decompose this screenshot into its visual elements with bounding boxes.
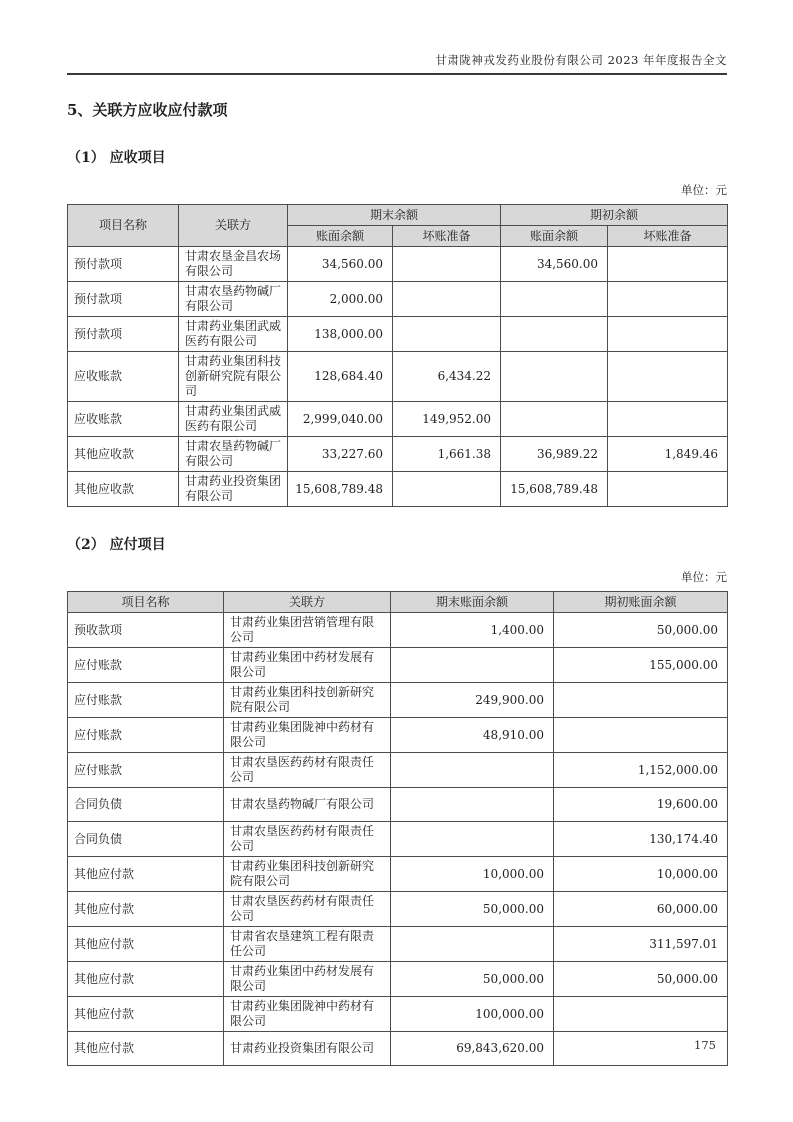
col-header-ending-book-balance: 期末账面余额 (391, 592, 554, 613)
col-header-beginning-book-balance: 期初账面余额 (554, 592, 728, 613)
cell-party: 甘肃农垦药物碱厂有限公司 (179, 282, 288, 317)
cell-item: 应付账款 (68, 753, 224, 788)
cell-item: 预付款项 (68, 317, 179, 352)
cell-end_book: 33,227.60 (288, 437, 393, 472)
page-number: 175 (694, 1038, 716, 1052)
cell-item: 其他应付款 (68, 997, 224, 1032)
col-header-bad-debt-end: 坏账准备 (393, 226, 501, 247)
col-group-ending-balance: 期末余额 (288, 205, 501, 226)
cell-item: 应付账款 (68, 718, 224, 753)
cell-begin (554, 683, 728, 718)
cell-end_book: 138,000.00 (288, 317, 393, 352)
table-row (68, 683, 728, 718)
cell-begin_bad (608, 472, 728, 507)
cell-party: 甘肃药业投资集团有限公司 (224, 1032, 391, 1066)
cell-party: 甘肃药业集团科技创新研究院有限公司 (224, 857, 391, 892)
col-header-item: 项目名称 (68, 592, 224, 613)
cell-end_book: 128,684.40 (288, 352, 393, 402)
cell-end (391, 753, 554, 788)
cell-end_book: 2,999,040.00 (288, 402, 393, 437)
cell-end: 48,910.00 (391, 718, 554, 753)
cell-item: 其他应收款 (68, 472, 179, 507)
cell-item: 预收款项 (68, 613, 224, 648)
payables-table (67, 591, 728, 1066)
receivables-unit-label: 单位：元 (681, 183, 727, 197)
table-row (68, 962, 728, 997)
cell-begin_book: 36,989.22 (501, 437, 608, 472)
table-row (68, 718, 728, 753)
cell-begin_bad (608, 282, 728, 317)
cell-end: 50,000.00 (391, 962, 554, 997)
cell-end: 69,843,620.00 (391, 1032, 554, 1066)
cell-begin (554, 718, 728, 753)
col-header-item: 项目名称 (68, 205, 179, 247)
col-header-book-balance-end: 账面余额 (288, 226, 393, 247)
table-row (68, 613, 728, 648)
cell-begin: 155,000.00 (554, 648, 728, 683)
cell-item: 其他应付款 (68, 857, 224, 892)
cell-begin_book: 34,560.00 (501, 247, 608, 282)
cell-begin: 10,000.00 (554, 857, 728, 892)
cell-party: 甘肃药业集团科技创新研究院有限公司 (179, 352, 288, 402)
cell-item: 应付账款 (68, 648, 224, 683)
table-row (68, 822, 728, 857)
cell-begin: 130,174.40 (554, 822, 728, 857)
cell-party: 甘肃药业集团武威医药有限公司 (179, 402, 288, 437)
cell-end_book: 34,560.00 (288, 247, 393, 282)
cell-end_bad: 149,952.00 (393, 402, 501, 437)
cell-party: 甘肃药业投资集团有限公司 (179, 472, 288, 507)
table-row (68, 247, 728, 282)
cell-begin_book: 15,608,789.48 (501, 472, 608, 507)
cell-end_bad (393, 472, 501, 507)
cell-party: 甘肃药业集团中药材发展有限公司 (224, 962, 391, 997)
cell-begin: 19,600.00 (554, 788, 728, 822)
payables-subtitle: （2） 应付项目 (67, 537, 166, 553)
table-row (68, 472, 728, 507)
cell-begin (554, 997, 728, 1032)
cell-begin_book (501, 282, 608, 317)
col-group-beginning-balance: 期初余额 (501, 205, 728, 226)
col-header-party: 关联方 (179, 205, 288, 247)
cell-item: 预付款项 (68, 247, 179, 282)
cell-begin_bad (608, 317, 728, 352)
cell-begin: 1,152,000.00 (554, 753, 728, 788)
col-header-party: 关联方 (224, 592, 391, 613)
cell-item: 其他应付款 (68, 927, 224, 962)
page-content (67, 0, 727, 1066)
cell-begin_bad (608, 247, 728, 282)
cell-item: 合同负债 (68, 788, 224, 822)
cell-end: 50,000.00 (391, 892, 554, 927)
table-row (68, 997, 728, 1032)
cell-begin: 50,000.00 (554, 613, 728, 648)
cell-end: 100,000.00 (391, 997, 554, 1032)
cell-end: 249,900.00 (391, 683, 554, 718)
table-row (68, 892, 728, 927)
cell-party: 甘肃农垦医药药材有限责任公司 (224, 753, 391, 788)
cell-begin_book (501, 352, 608, 402)
cell-begin_bad (608, 352, 728, 402)
table-row (68, 437, 728, 472)
cell-end_bad: 6,434.22 (393, 352, 501, 402)
cell-end (391, 822, 554, 857)
cell-item: 其他应付款 (68, 892, 224, 927)
receivables-table-head (68, 205, 728, 247)
cell-end (391, 788, 554, 822)
cell-end_book: 15,608,789.48 (288, 472, 393, 507)
col-header-book-balance-begin: 账面余额 (501, 226, 608, 247)
table-row (68, 788, 728, 822)
cell-begin: 50,000.00 (554, 962, 728, 997)
col-header-bad-debt-begin: 坏账准备 (608, 226, 728, 247)
cell-party: 甘肃药业集团武威医药有限公司 (179, 317, 288, 352)
receivables-subtitle: （1） 应收项目 (67, 150, 166, 166)
report-header-title: 甘肃陇神戎发药业股份有限公司 2023 年年度报告全文 (67, 0, 727, 75)
cell-party: 甘肃省农垦建筑工程有限责任公司 (224, 927, 391, 962)
cell-item: 应收账款 (68, 352, 179, 402)
cell-item: 应收账款 (68, 402, 179, 437)
table-row (68, 317, 728, 352)
table-row (68, 1032, 728, 1066)
table-row (68, 648, 728, 683)
cell-party: 甘肃农垦药物碱厂有限公司 (224, 788, 391, 822)
cell-item: 应付账款 (68, 683, 224, 718)
cell-item: 其他应付款 (68, 962, 224, 997)
table-row (68, 927, 728, 962)
cell-end_book: 2,000.00 (288, 282, 393, 317)
cell-begin_book (501, 402, 608, 437)
cell-party: 甘肃药业集团陇神中药材有限公司 (224, 718, 391, 753)
cell-begin_bad: 1,849.46 (608, 437, 728, 472)
table-row (68, 282, 728, 317)
cell-party: 甘肃农垦药物碱厂有限公司 (179, 437, 288, 472)
cell-item: 其他应付款 (68, 1032, 224, 1066)
cell-end_bad (393, 317, 501, 352)
table-row (68, 402, 728, 437)
cell-end: 1,400.00 (391, 613, 554, 648)
cell-begin: 60,000.00 (554, 892, 728, 927)
cell-end: 10,000.00 (391, 857, 554, 892)
receivables-table-body (68, 247, 728, 507)
cell-party: 甘肃农垦金昌农场有限公司 (179, 247, 288, 282)
section-title: 5、关联方应收应付款项 (67, 101, 228, 119)
cell-party: 甘肃药业集团陇神中药材有限公司 (224, 997, 391, 1032)
cell-item: 合同负债 (68, 822, 224, 857)
payables-table-body (68, 613, 728, 1066)
receivables-table (67, 204, 728, 507)
cell-item: 其他应收款 (68, 437, 179, 472)
cell-end (391, 648, 554, 683)
cell-end_bad (393, 247, 501, 282)
table-row (68, 857, 728, 892)
cell-party: 甘肃农垦医药药材有限责任公司 (224, 892, 391, 927)
payables-unit-label: 单位：元 (681, 570, 727, 584)
cell-item: 预付款项 (68, 282, 179, 317)
cell-party: 甘肃药业集团科技创新研究院有限公司 (224, 683, 391, 718)
payables-table-head (68, 592, 728, 613)
cell-begin_bad (608, 402, 728, 437)
cell-end_bad: 1,661.38 (393, 437, 501, 472)
cell-end (391, 927, 554, 962)
cell-begin: 311,597.01 (554, 927, 728, 962)
table-row (68, 352, 728, 402)
cell-end_bad (393, 282, 501, 317)
cell-begin_book (501, 317, 608, 352)
cell-party: 甘肃药业集团中药材发展有限公司 (224, 648, 391, 683)
cell-party: 甘肃农垦医药药材有限责任公司 (224, 822, 391, 857)
table-row (68, 753, 728, 788)
cell-party: 甘肃药业集团营销管理有限公司 (224, 613, 391, 648)
